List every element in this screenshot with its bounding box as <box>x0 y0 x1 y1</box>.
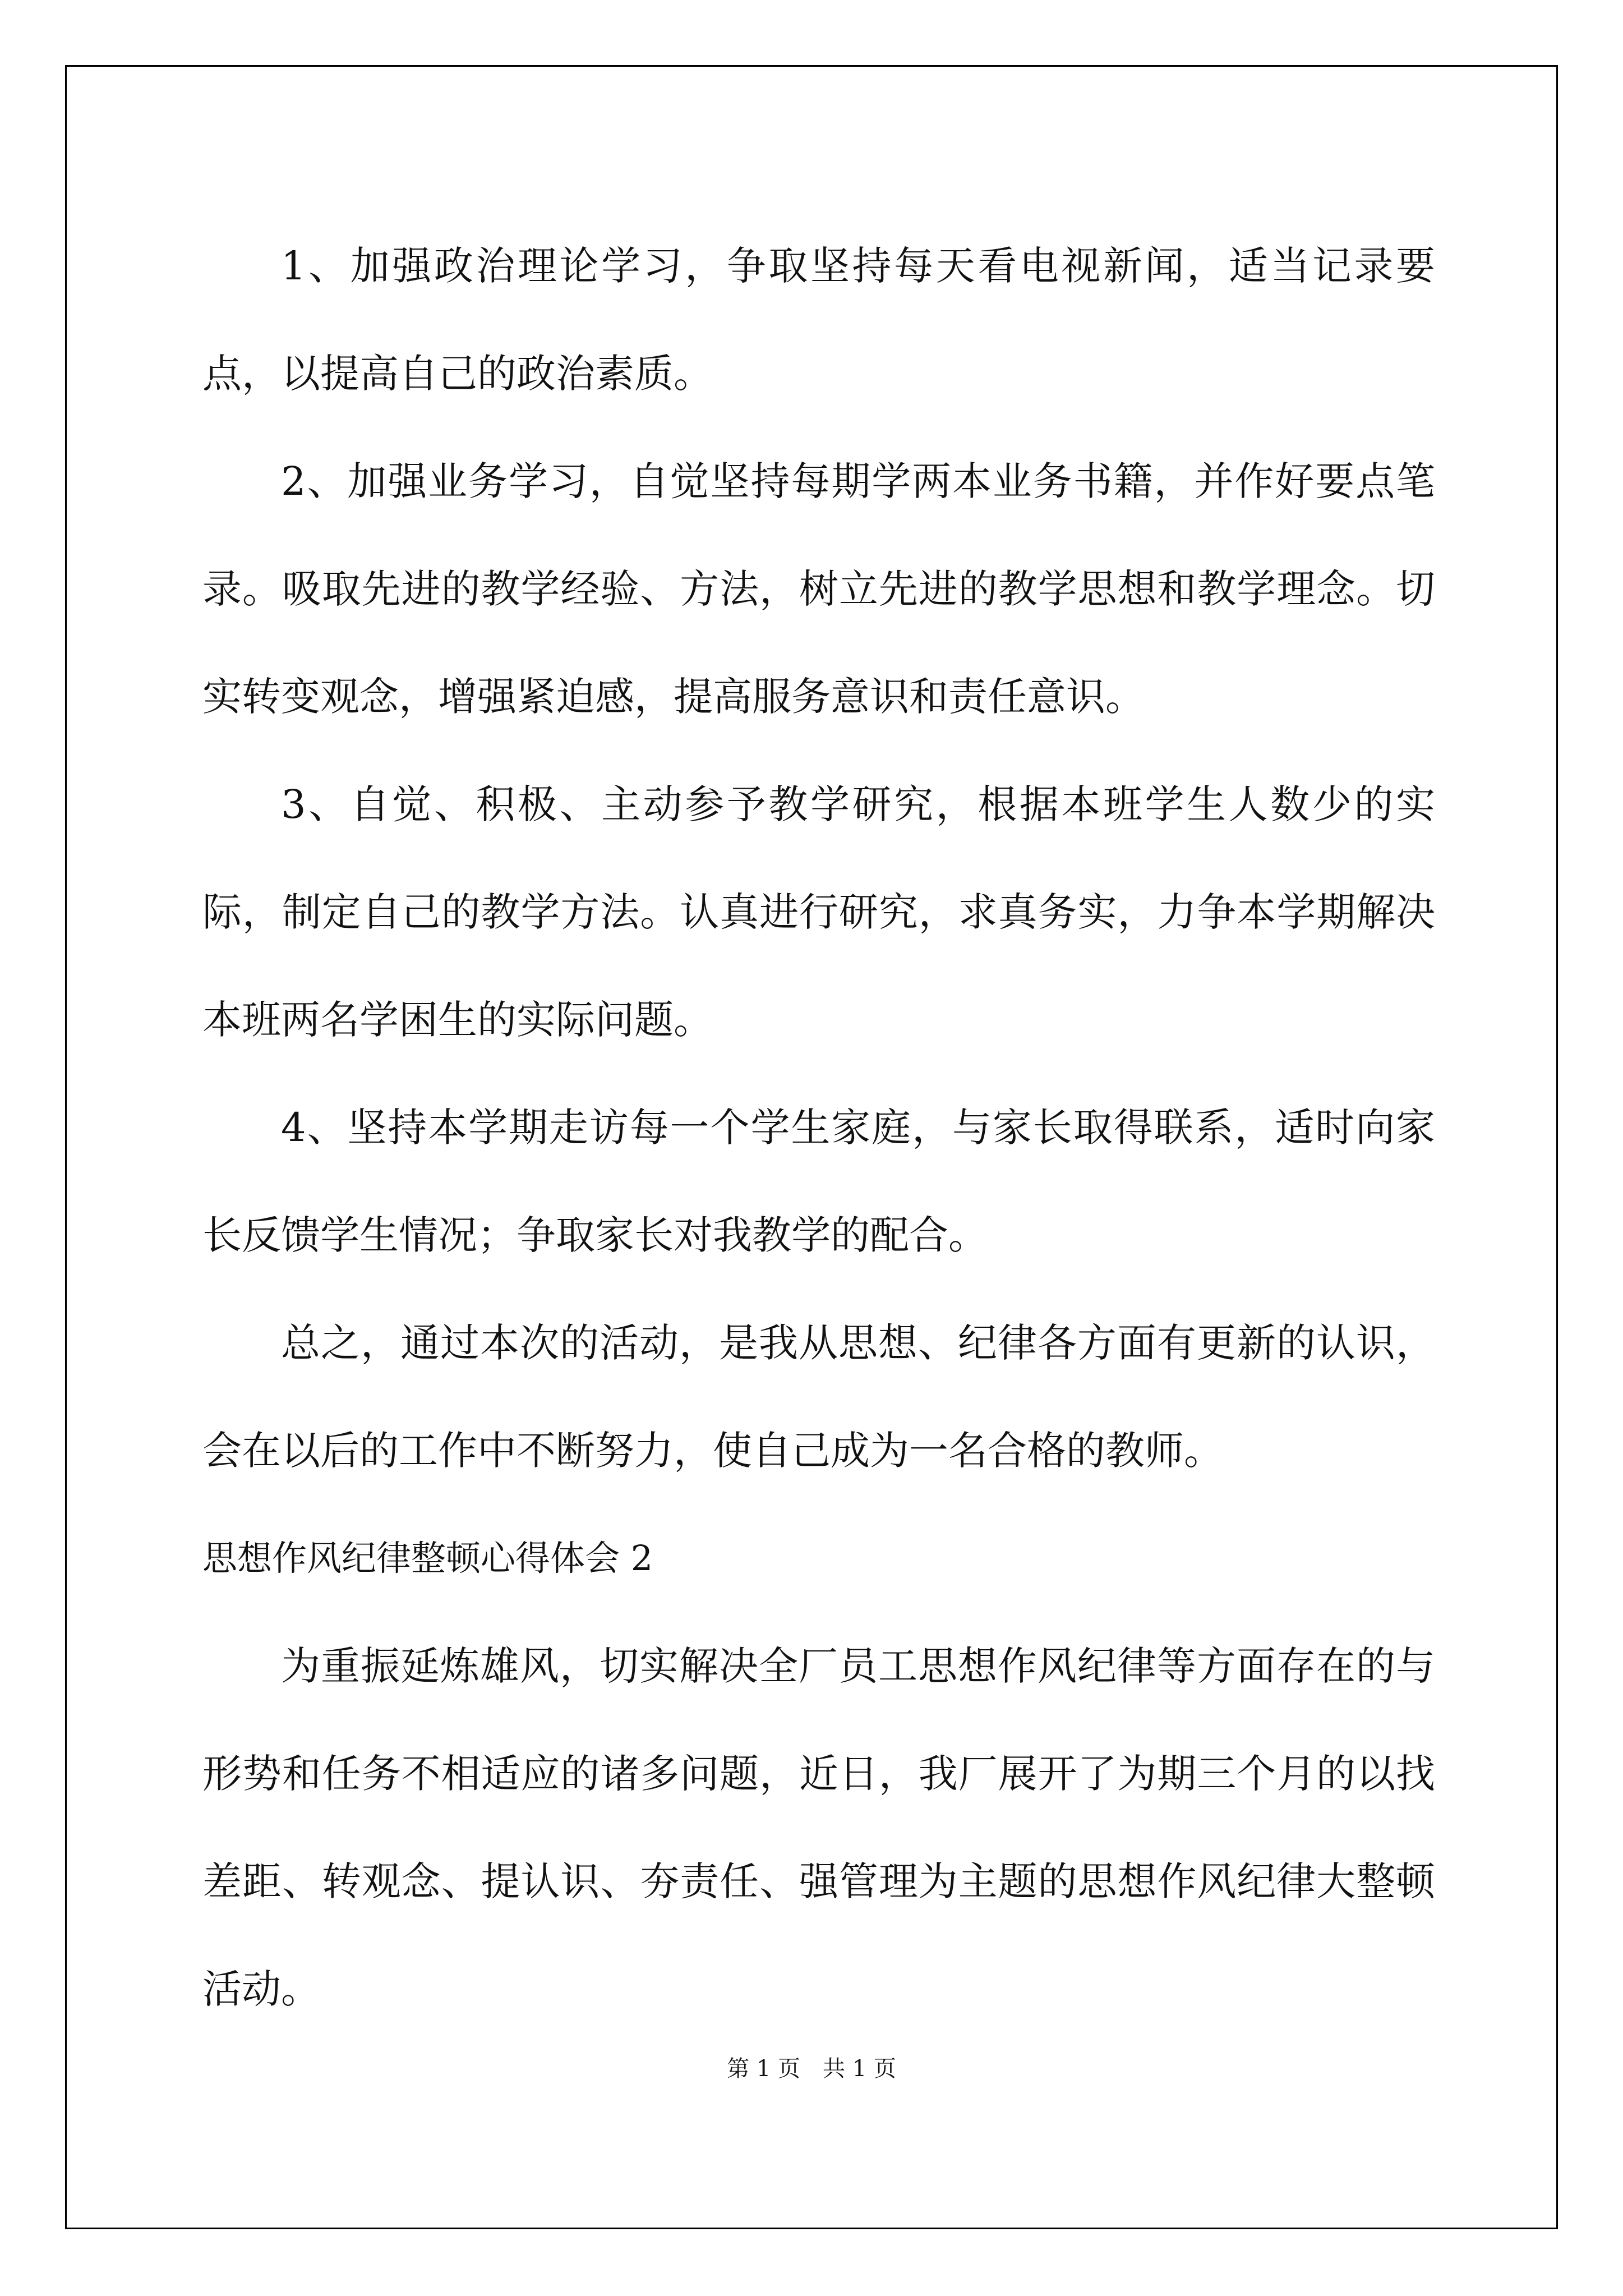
section-paragraph-1: 为重振延炼雄风，切实解决全厂员工思想作风纪律等方面存在的与形势和任务不相适应的诸多问题，近日，我厂展开了为期三个月的以找差距、转观念、提认识、夯责任、强管理为主题的思想作风纪律大整顿活动。 <box>202 1643 1435 2012</box>
paragraph-4: 4、坚持本学期走访每一个学生家庭，与家长取得联系，适时向家长反馈学生情况；争取家长对我教学的配合。 <box>202 1105 1435 1258</box>
paragraph-3: 3、自觉、积极、主动参予教学研究，根据本班学生人数少的实际，制定自己的教学方法。认真进行研究，求真务实，力争本学期解决本班两名学困生的实际问题。 <box>202 781 1435 1043</box>
paragraph-1: 1、加强政治理论学习，争取坚持每天看电视新闻，适当记录要点，以提高自己的政治素质。 <box>202 243 1435 397</box>
paragraph-summary: 总之，通过本次的活动，是我从思想、纪律各方面有更新的认识，会在以后的工作中不断努力，使自己成为一名合格的教师。 <box>202 1320 1435 1474</box>
paragraph-2: 2、加强业务学习，自觉坚持每期学两本业务书籍，并作好要点笔录。吸取先进的教学经验、方法，树立先进的教学思想和教学理念。切实转变观念，增强紧迫感，提高服务意识和责任意识。 <box>202 458 1435 720</box>
document-body <box>202 212 1435 2043</box>
section-heading: 思想作风纪律整顿心得体会 2 <box>202 1538 653 1579</box>
page-footer: 第 1 页 共 1 页 <box>727 2056 896 2082</box>
